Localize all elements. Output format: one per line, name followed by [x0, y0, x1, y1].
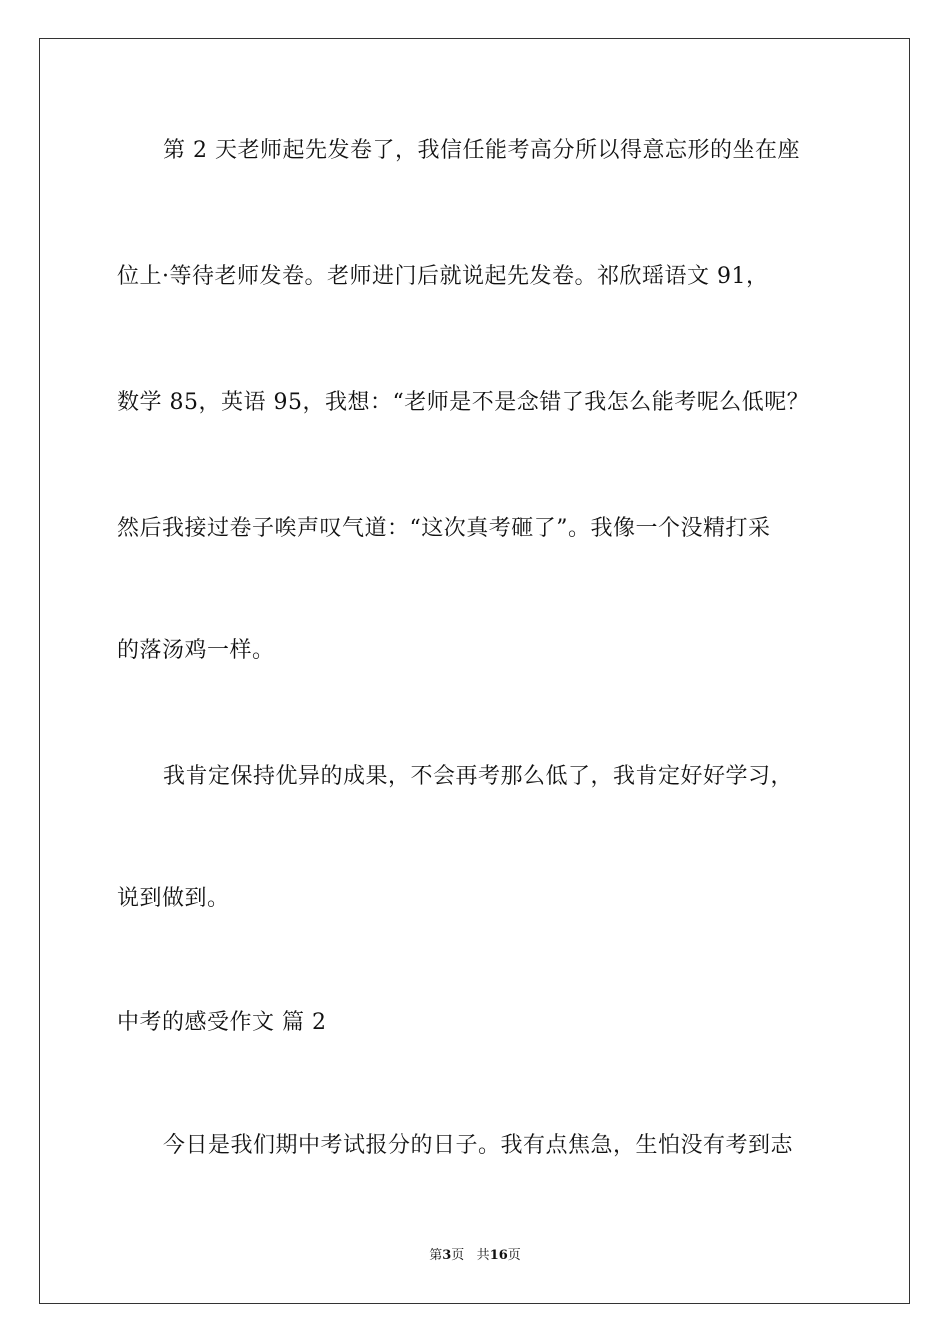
paragraph-1-line-5: 的落汤鸡一样。 — [117, 638, 275, 663]
paragraph-1-line-1: 第 2 天老师起先发卷了，我信任能考高分所以得意忘形的坐在座 — [163, 138, 800, 163]
footer-prefix: 第 — [429, 1248, 443, 1263]
footer-total-suffix: 页 — [507, 1248, 521, 1263]
section-heading: 中考的感受作文 篇 2 — [117, 1010, 327, 1035]
paragraph-1-line-3: 数学 85，英语 95，我想：“老师是不是念错了我怎么能考呢么低呢？ — [117, 390, 810, 415]
footer-current-page: 3 — [442, 1248, 452, 1263]
paragraph-3-line-1: 今日是我们期中考试报分的日子。我有点焦急，生怕没有考到志 — [163, 1133, 794, 1158]
paragraph-2-line-2: 说到做到。 — [117, 886, 230, 911]
paragraph-2-line-1: 我肯定保持优异的成果，不会再考那么低了，我肯定好好学习， — [163, 764, 794, 789]
paragraph-1-line-4: 然后我接过卷子唉声叹气道：“这次真考砸了”。我像一个没精打采 — [117, 516, 771, 541]
paragraph-1-line-2: 位上·等待老师发卷。老师进门后就说起先发卷。祁欣瑶语文 91， — [117, 264, 769, 289]
page-border — [39, 38, 910, 1304]
footer-page-suffix: 页 — [451, 1248, 465, 1263]
page-footer — [0, 1247, 950, 1265]
footer-total-pages: 16 — [489, 1248, 508, 1263]
footer-total-prefix: 共 — [476, 1248, 490, 1263]
